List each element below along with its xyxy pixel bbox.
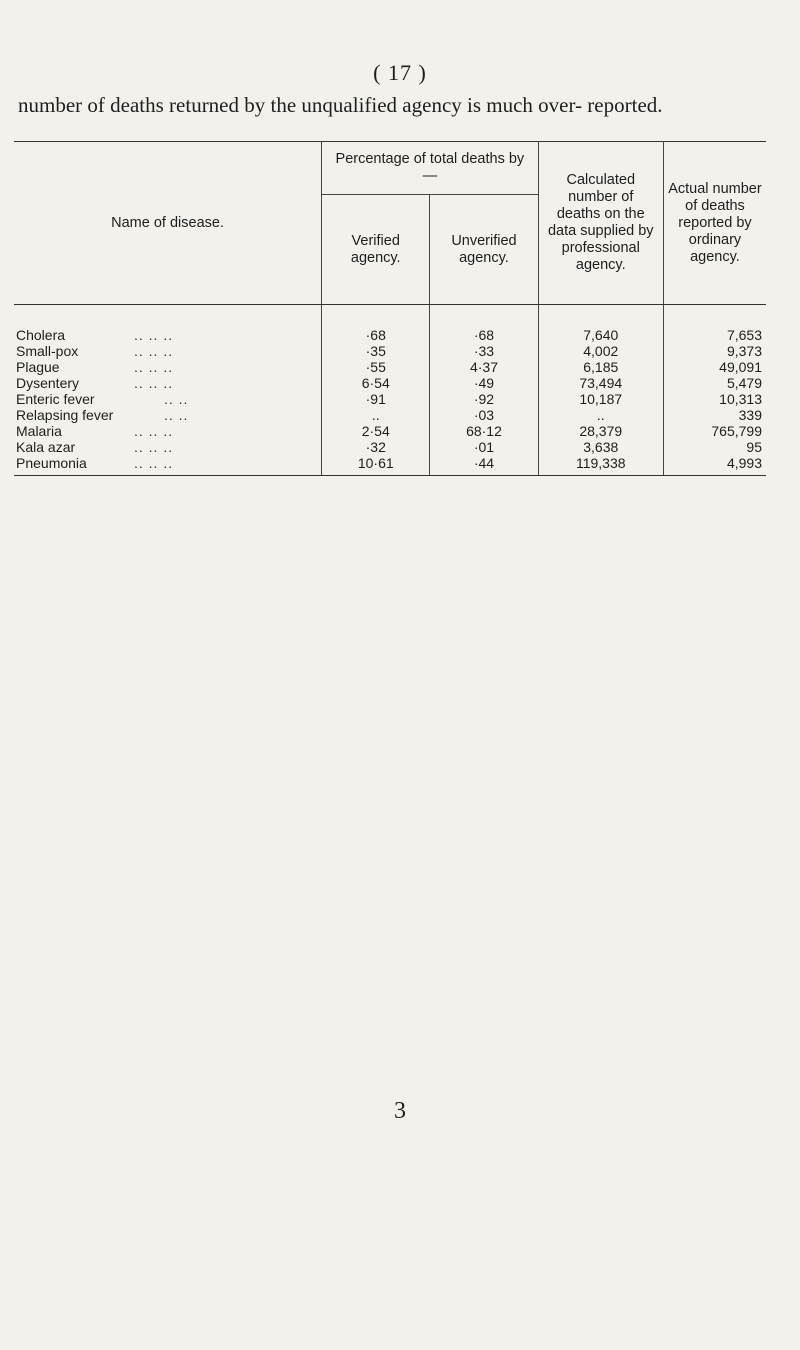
disease-name: Malaria	[16, 423, 62, 439]
actual-cell: 10,313	[663, 391, 766, 407]
calculated-cell: 3,638	[538, 439, 663, 455]
disease-name: Kala azar	[16, 439, 76, 455]
verified-cell: ·35	[322, 343, 430, 359]
unverified-cell: 4·37	[430, 359, 538, 375]
table-row	[14, 305, 766, 344]
unverified-cell: 68·12	[430, 423, 538, 439]
leader-dots: .. .. ..	[134, 359, 174, 375]
table-row	[14, 391, 766, 407]
unverified-cell: ·03	[430, 407, 538, 423]
unverified-cell: ·33	[430, 343, 538, 359]
actual-cell: 95	[663, 439, 766, 455]
calculated-cell: ..	[538, 407, 663, 423]
leader-dots: .. ..	[164, 391, 189, 407]
header-actual: Actual number of deaths reported by ordinary agency.	[663, 142, 766, 305]
calculated-cell: 4,002	[538, 343, 663, 359]
disease-name: Plague	[16, 359, 60, 375]
disease-name: Cholera	[16, 327, 66, 343]
header-calculated: Calculated number of deaths on the data supplied by professional agency.	[538, 142, 663, 305]
calculated-cell: 28,379	[538, 423, 663, 439]
table-row	[14, 375, 766, 391]
verified-cell: ·55	[322, 359, 430, 375]
leader-dots: .. .. ..	[134, 423, 174, 439]
leader-dots: .. .. ..	[134, 375, 174, 391]
intro-paragraph: number of deaths returned by the unqualified agency is much over- reported.	[18, 93, 663, 117]
verified-cell: ·32	[322, 439, 430, 455]
verified-cell: ·68	[322, 305, 430, 344]
verified-cell: ·91	[322, 391, 430, 407]
verified-cell: 10·61	[322, 455, 430, 476]
verified-cell: 2·54	[322, 423, 430, 439]
unverified-cell: ·44	[430, 455, 538, 476]
calculated-cell: 119,338	[538, 455, 663, 476]
table-row	[14, 439, 766, 455]
leader-dots: .. .. ..	[134, 439, 174, 455]
header-percentage-group: Percentage of total deaths by—	[322, 142, 538, 195]
calculated-cell: 7,640	[538, 305, 663, 344]
unverified-cell: ·49	[430, 375, 538, 391]
table-body	[14, 305, 766, 476]
verified-cell: ..	[322, 407, 430, 423]
disease-name: Pneumonia	[16, 455, 87, 471]
disease-name: Small-pox	[16, 343, 79, 359]
page-marker: ( 17 )	[373, 60, 427, 85]
actual-cell: 765,799	[663, 423, 766, 439]
table-row	[14, 423, 766, 439]
disease-name: Dysentery	[16, 375, 80, 391]
leader-dots: .. ..	[164, 407, 189, 423]
actual-cell: 4,993	[663, 455, 766, 476]
deaths-table	[14, 141, 766, 476]
leader-dots: .. .. ..	[134, 327, 174, 343]
verified-cell: 6·54	[322, 375, 430, 391]
table-row	[14, 407, 766, 423]
header-verified: Verified agency.	[322, 195, 430, 305]
page-number: 3	[394, 1098, 406, 1124]
actual-cell: 339	[663, 407, 766, 423]
actual-cell: 7,653	[663, 305, 766, 344]
table-row	[14, 359, 766, 375]
calculated-cell: 73,494	[538, 375, 663, 391]
actual-cell: 5,479	[663, 375, 766, 391]
unverified-cell: ·92	[430, 391, 538, 407]
actual-cell: 9,373	[663, 343, 766, 359]
unverified-cell: ·68	[430, 305, 538, 344]
calculated-cell: 6,185	[538, 359, 663, 375]
leader-dots: .. .. ..	[134, 343, 174, 359]
header-name-of-disease: Name of disease.	[14, 142, 322, 305]
unverified-cell: ·01	[430, 439, 538, 455]
table-header	[14, 142, 766, 305]
leader-dots: .. .. ..	[134, 455, 174, 471]
actual-cell: 49,091	[663, 359, 766, 375]
disease-name: Relapsing fever	[16, 407, 114, 423]
calculated-cell: 10,187	[538, 391, 663, 407]
disease-name: Enteric fever	[16, 391, 95, 407]
table-row	[14, 343, 766, 359]
header-unverified: Unverified agency.	[430, 195, 538, 305]
table-row	[14, 455, 766, 476]
